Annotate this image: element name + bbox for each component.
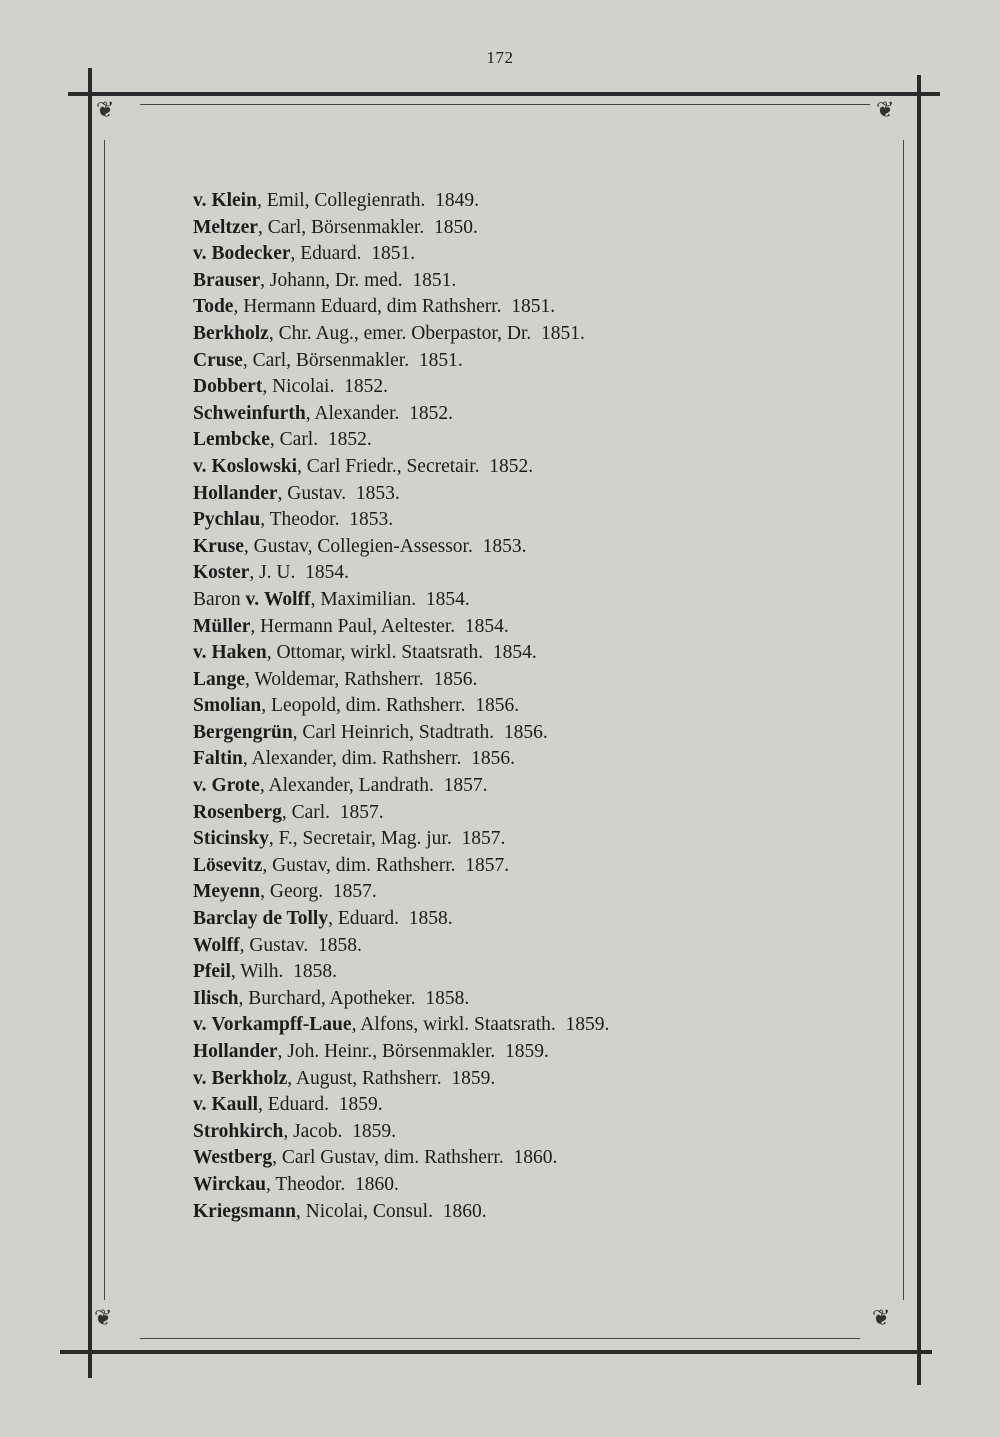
list-item <box>193 1039 873 1066</box>
list-item <box>193 1066 873 1093</box>
list-item <box>193 348 873 375</box>
list-item <box>193 401 873 428</box>
entry-details: , Wilh. 1858. <box>230 961 338 983</box>
name-prefix: v. <box>193 1014 207 1036</box>
surname: Haken <box>211 642 267 664</box>
list-item <box>193 773 873 800</box>
frame-right-thin <box>903 140 904 1300</box>
entry-details: , Carl, Börsenmakler. 1850. <box>257 216 478 238</box>
entry-details: , Jacob. 1859. <box>283 1120 396 1142</box>
entry-details: , Carl Friedr., Secretair. 1852. <box>297 455 534 477</box>
surname: Wolff <box>263 588 311 610</box>
entry-details: , Eduard. 1858. <box>328 908 453 930</box>
surname: Kriegsmann <box>193 1200 296 1222</box>
entry-details: , Emil, Collegienrath. 1849. <box>256 190 480 211</box>
list-item <box>193 959 873 986</box>
surname: Pfeil <box>193 961 231 983</box>
surname: Tode <box>193 296 234 318</box>
name-prefix: v. <box>245 588 260 610</box>
list-item <box>193 534 873 561</box>
surname: Rosenberg <box>193 801 282 823</box>
entry-details: , Alfons, wirkl. Staatsrath. 1859. <box>351 1014 610 1036</box>
list-item <box>193 481 873 508</box>
name-prefix: v. <box>193 642 207 664</box>
list-item <box>193 321 873 348</box>
corner-ornament-icon: ❦ <box>94 1306 113 1331</box>
list-item <box>193 427 873 454</box>
list-item <box>193 1199 873 1226</box>
surname: Dobbert <box>193 376 263 398</box>
entry-details: , Nicolai, Consul. 1860. <box>295 1200 487 1222</box>
entry-details: , Maximilian. 1854. <box>310 588 470 610</box>
frame-left-thin <box>104 140 105 1300</box>
entry-details: , Georg. 1857. <box>260 881 377 903</box>
entry-details: , Gustav. 1858. <box>239 934 362 956</box>
entry-details: , Gustav. 1853. <box>277 482 400 504</box>
surname: Wolff <box>193 934 240 956</box>
list-item <box>193 1012 873 1039</box>
frame-bottom-thick <box>60 1350 932 1354</box>
frame-right-thick <box>917 75 921 1385</box>
entry-details: , Theodor. 1853. <box>260 509 394 531</box>
list-item <box>193 933 873 960</box>
surname: Lösevitz <box>193 854 263 876</box>
list-item <box>193 986 873 1013</box>
list-item <box>193 560 873 587</box>
surname: Bodecker <box>211 243 291 265</box>
list-item <box>193 1092 873 1119</box>
list-item <box>193 614 873 641</box>
name-prefix: v. <box>193 190 207 211</box>
entry-details: , Chr. Aug., emer. Oberpastor, Dr. 1851. <box>268 322 585 344</box>
entry-details: , Alexander, Landrath. 1857. <box>259 775 488 797</box>
surname: Cruse <box>193 349 243 371</box>
surname: Vorkampff-Laue <box>211 1014 352 1036</box>
list-item <box>193 507 873 534</box>
entry-details: , Leopold, dim. Rathsherr. 1856. <box>261 695 520 717</box>
surname: Berkholz <box>193 322 269 344</box>
entry-details: , Johann, Dr. med. 1851. <box>260 269 457 291</box>
list-item <box>193 294 873 321</box>
list-item <box>193 667 873 694</box>
entry-details: , Theodor. 1860. <box>265 1173 399 1195</box>
corner-ornament-icon: ❦ <box>96 98 115 123</box>
entry-details: , Eduard. 1851. <box>290 243 416 265</box>
surname: Faltin <box>193 748 243 770</box>
surname: Grote <box>211 775 260 797</box>
list-item <box>193 241 873 268</box>
member-list <box>193 188 873 1225</box>
entry-details: , Burchard, Apotheker. 1858. <box>238 987 470 1009</box>
surname: Hollander <box>193 482 278 504</box>
entry-details: , Ottomar, wirkl. Staatsrath. 1854. <box>266 642 537 664</box>
page-number: 172 <box>486 48 514 67</box>
surname: Barclay de Tolly <box>193 908 329 930</box>
list-item <box>193 268 873 295</box>
entry-details: , Joh. Heinr., Börsenmakler. 1859. <box>277 1041 549 1062</box>
entry-details: , F., Secretair, Mag. jur. 1857. <box>268 828 506 850</box>
entry-details: , Hermann Eduard, dim Rathsherr. 1851. <box>233 296 556 318</box>
surname: Meltzer <box>193 216 258 238</box>
frame-left-thick <box>88 68 92 1378</box>
surname: Strohkirch <box>193 1120 284 1142</box>
entry-details: , Gustav, Collegien-Assessor. 1853. <box>243 535 527 557</box>
entry-details: , Carl Heinrich, Stadtrath. 1856. <box>292 721 548 743</box>
list-item <box>193 720 873 747</box>
list-item <box>193 1145 873 1172</box>
name-prefix: v. <box>193 455 207 477</box>
entry-details: , Alexander. 1852. <box>305 402 453 424</box>
entry-details: , August, Rathsherr. 1859. <box>287 1067 496 1089</box>
surname: Hollander <box>193 1041 278 1062</box>
surname: Wirckau <box>193 1173 266 1195</box>
surname: Sticinsky <box>193 828 269 850</box>
entry-details: , Nicolai. 1852. <box>262 376 388 398</box>
name-prefix: v. <box>193 775 207 797</box>
surname: Meyenn <box>193 881 261 903</box>
entry-details: , J. U. 1854. <box>249 562 349 584</box>
surname: Brauser <box>193 269 261 291</box>
surname: Kaull <box>211 1094 259 1116</box>
surname: Bergengrün <box>193 721 293 743</box>
entry-details: , Carl Gustav, dim. Rathsherr. 1860. <box>272 1147 558 1169</box>
list-item <box>193 853 873 880</box>
list-item <box>193 640 873 667</box>
surname: Kruse <box>193 535 244 557</box>
list-item <box>193 587 873 614</box>
surname: Lange <box>193 668 246 690</box>
frame-top-thick <box>68 92 940 96</box>
list-item <box>193 1119 873 1146</box>
list-item <box>193 800 873 827</box>
entry-details: , Woldemar, Rathsherr. 1856. <box>245 668 478 690</box>
frame-bottom-thin <box>140 1338 860 1339</box>
name-prefix: v. <box>193 1094 207 1116</box>
entry-details: , Alexander, dim. Rathsherr. 1856. <box>242 748 516 770</box>
entry-details: , Carl. 1857. <box>281 801 384 823</box>
list-item <box>193 879 873 906</box>
surname: Klein <box>211 190 257 211</box>
entry-details: , Carl, Börsenmakler. 1851. <box>242 349 463 371</box>
name-prefix: Baron <box>193 588 241 610</box>
list-item <box>193 906 873 933</box>
name-prefix: v. <box>193 1067 207 1089</box>
name-prefix: v. <box>193 243 207 265</box>
surname: Smolian <box>193 695 262 717</box>
list-item <box>193 693 873 720</box>
list-item <box>193 374 873 401</box>
list-item <box>193 826 873 853</box>
surname: Schweinfurth <box>193 402 306 424</box>
frame-top-thin <box>140 104 870 105</box>
surname: Müller <box>193 615 251 637</box>
surname: Koster <box>193 562 250 584</box>
surname: Koslowski <box>211 455 298 477</box>
surname: Ilisch <box>193 987 239 1009</box>
list-item <box>193 454 873 481</box>
entry-details: , Carl. 1852. <box>269 429 372 451</box>
entry-details: , Gustav, dim. Rathsherr. 1857. <box>262 854 510 876</box>
corner-ornament-icon: ❦ <box>876 98 895 123</box>
surname: Berkholz <box>211 1067 288 1089</box>
corner-ornament-icon: ❦ <box>872 1306 891 1331</box>
list-item <box>193 188 873 215</box>
surname: Lembcke <box>193 429 270 451</box>
entry-details: , Hermann Paul, Aeltester. 1854. <box>250 615 509 637</box>
list-item <box>193 215 873 242</box>
list-item <box>193 1172 873 1199</box>
list-item <box>193 746 873 773</box>
surname: Pychlau <box>193 509 261 531</box>
entry-details: , Eduard. 1859. <box>258 1094 383 1116</box>
surname: Westberg <box>193 1147 273 1169</box>
